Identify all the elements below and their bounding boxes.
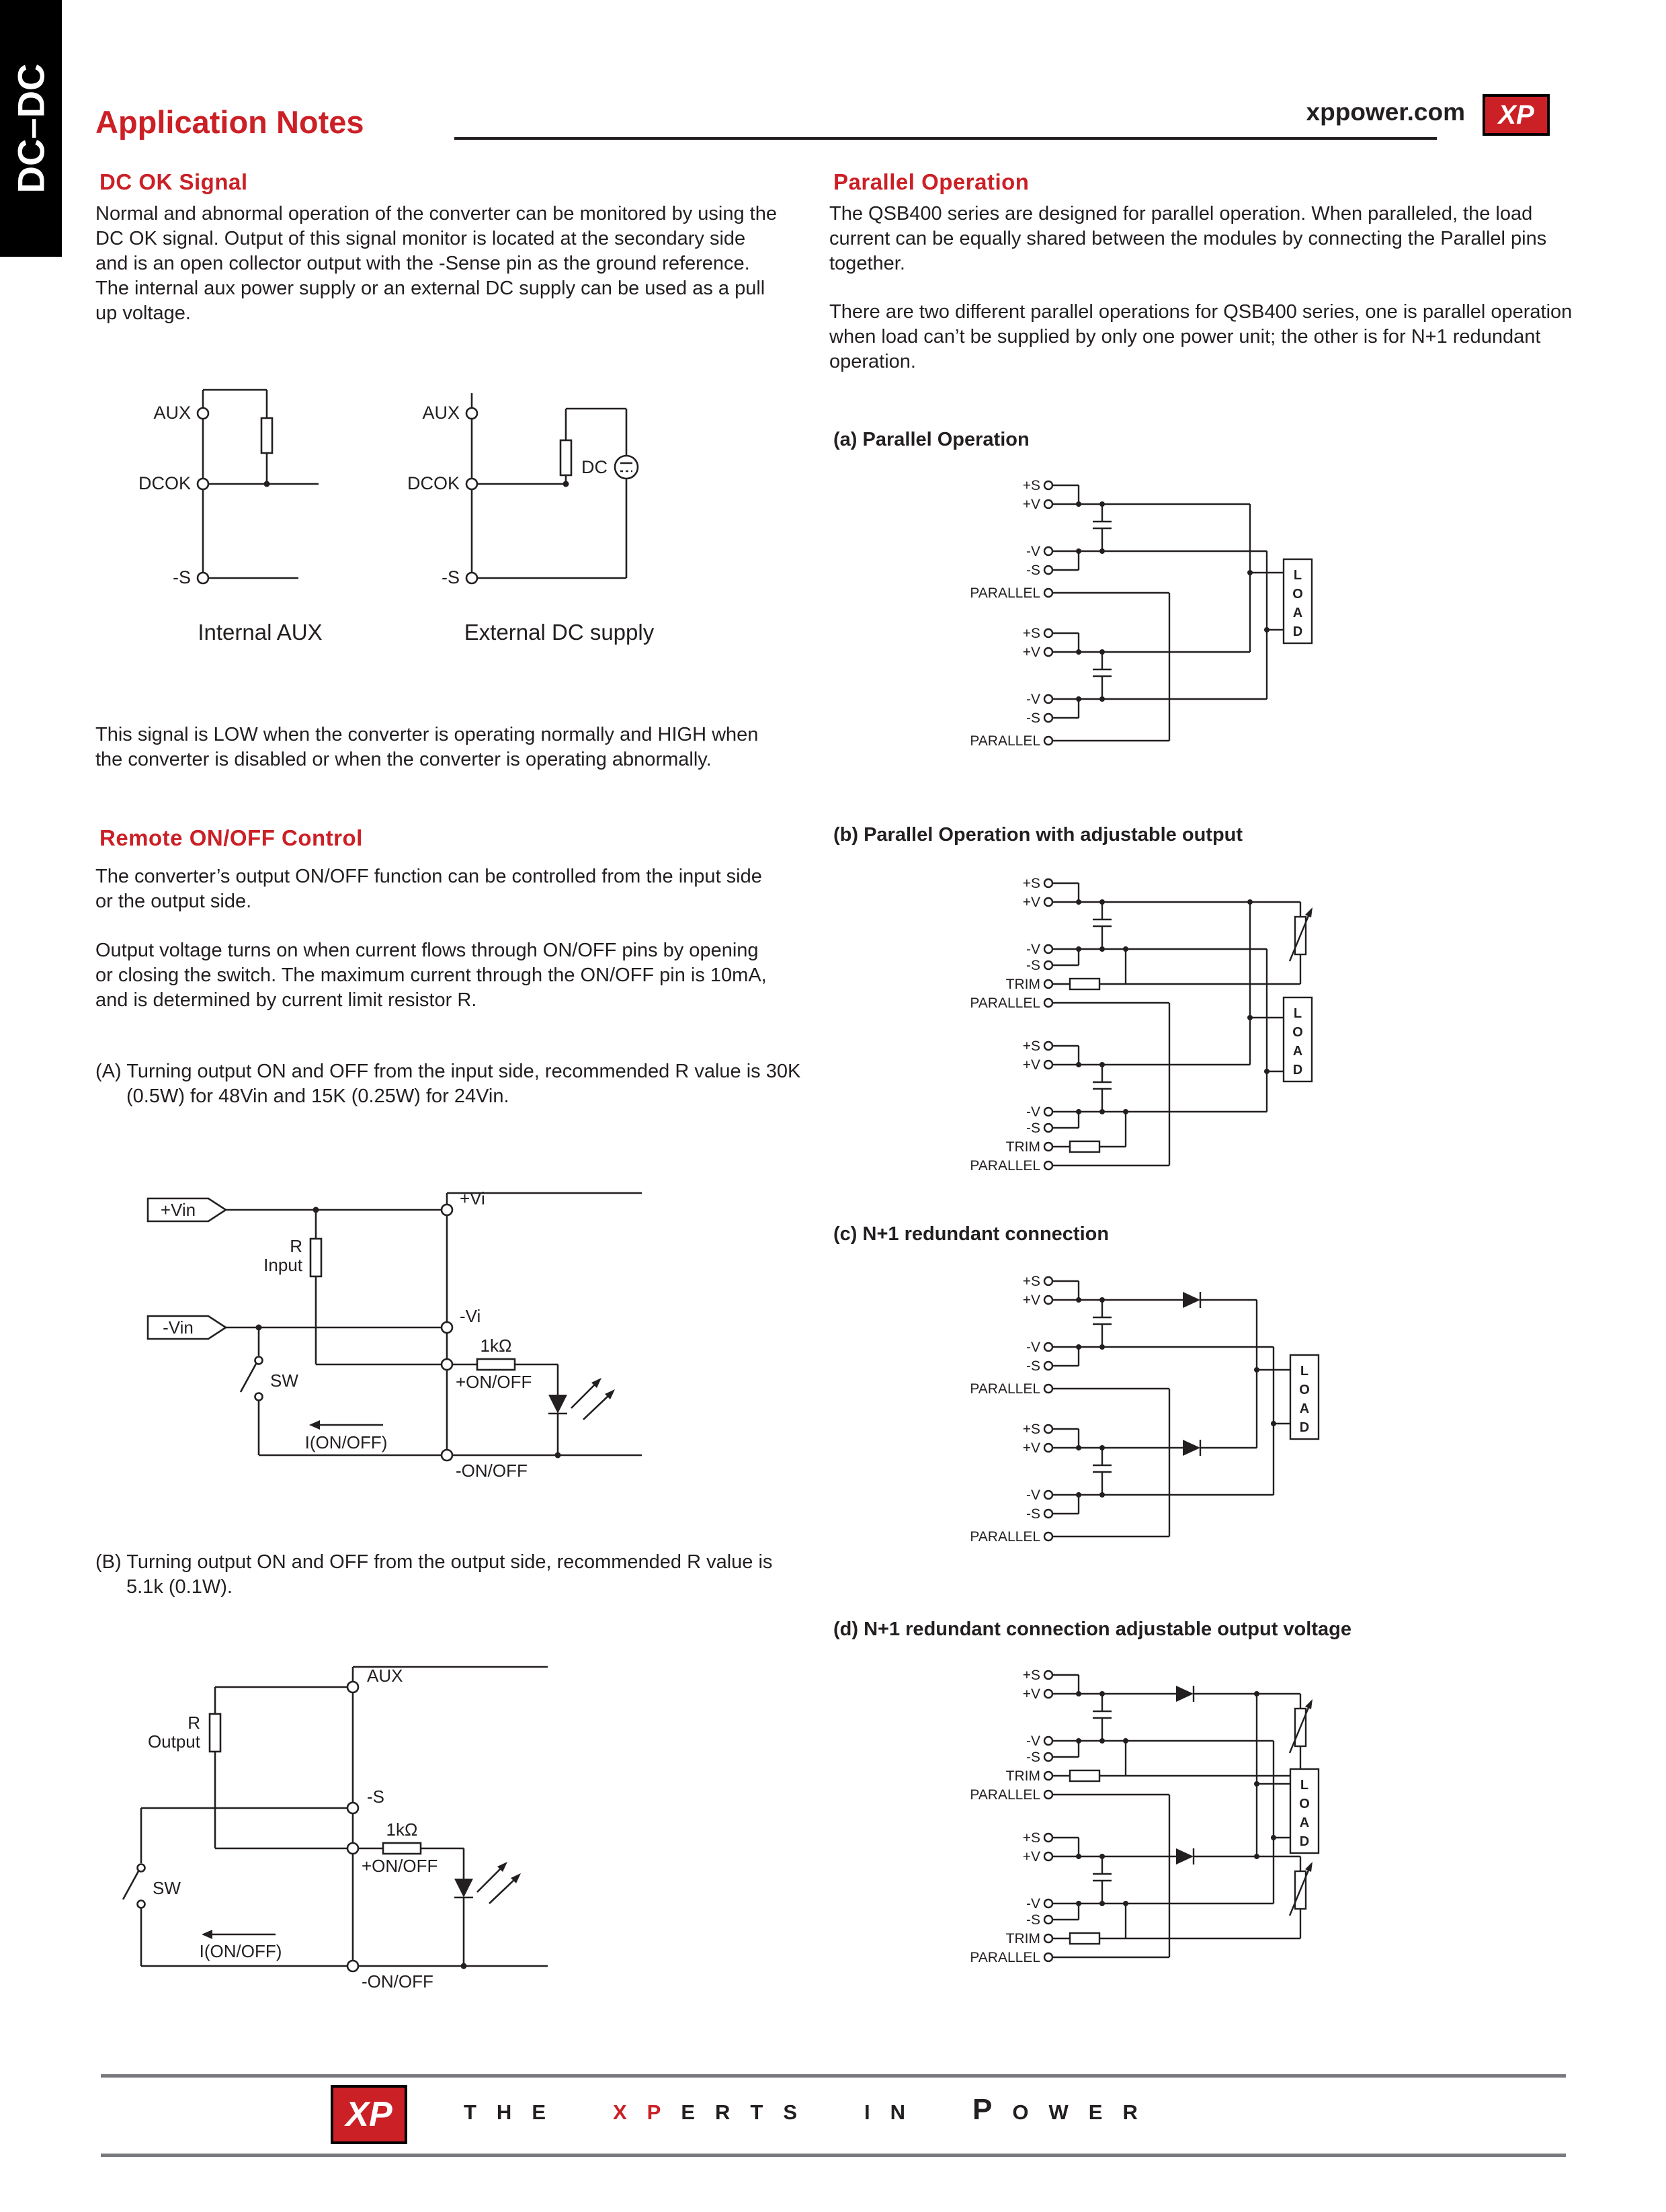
junction-dot (1076, 1344, 1081, 1350)
opto-arrow-lines (571, 1383, 610, 1420)
load-letter: A (1299, 1815, 1310, 1830)
load-letter: D (1292, 1063, 1303, 1077)
dcok-terminal (198, 479, 208, 489)
parallel-para2: There are two different parallel operations for QSB400 series, one is parallel operation when load can’t be supplied by only one power unit; the other is for N+1 redundant operation. (829, 301, 1573, 372)
s-plus-terminal (1044, 879, 1052, 887)
s-minus-terminal (1044, 1124, 1052, 1132)
module-internal-circuit (442, 1188, 642, 1481)
junction-dot (1099, 899, 1105, 905)
s-minus-terminal (1044, 566, 1052, 574)
parallel-terminal (1044, 1532, 1052, 1541)
junction-dot (1076, 899, 1081, 905)
s-plus-terminal (1044, 1277, 1052, 1285)
s-plus-terminal (1044, 1671, 1052, 1679)
header-rule (454, 137, 1437, 140)
junction-dot (1271, 1421, 1276, 1426)
junction-dot (1076, 501, 1081, 507)
switch-label: SW (153, 1878, 181, 1898)
onoff-minus-terminal (442, 1450, 452, 1461)
buses-and-load (1169, 902, 1312, 1165)
s-minus-label: -S (1026, 710, 1040, 726)
pullup-resistor (261, 418, 272, 453)
s-minus-label: -S (1026, 1506, 1040, 1522)
dcok-label: DCOK (407, 473, 460, 493)
junction-dot (1123, 1901, 1128, 1906)
dc-ok-diagram (95, 376, 774, 672)
sense-terminal (198, 573, 208, 583)
v-minus-label: -V (1026, 1104, 1040, 1120)
internal-aux-circuit (138, 390, 323, 645)
xp-logo (1483, 94, 1550, 136)
junction-dot (1264, 1069, 1269, 1074)
remote-para1: The converter’s output ON/OFF function can be controlled from the input side or the output side. (95, 866, 762, 912)
parallel-terminal (1044, 999, 1052, 1007)
switch-label: SW (270, 1370, 298, 1391)
parallel-terminal (1044, 1385, 1052, 1393)
onoff-plus-terminal (442, 1359, 452, 1370)
v-plus-terminal (1044, 500, 1052, 508)
load-letter: O (1299, 1797, 1310, 1811)
v-plus-terminal (1044, 648, 1052, 656)
junction-dot (1076, 1297, 1081, 1303)
remote-onoff-heading: Remote ON/OFF Control (99, 825, 363, 850)
output-side-onoff-diagram (47, 1647, 585, 2010)
s-plus-label: +S (1022, 1830, 1040, 1846)
load-letter: L (1293, 1006, 1302, 1021)
junction-dot (1099, 1062, 1105, 1067)
1k-label: 1kΩ (480, 1336, 512, 1356)
v-plus-terminal (1044, 1852, 1052, 1860)
trim-resistor (1070, 1141, 1099, 1152)
dc-source-symbol (615, 456, 638, 479)
dc-dc-sidebar-tab (0, 0, 62, 257)
tagline-power (972, 2093, 1158, 2127)
onoff-plus-label: +ON/OFF (456, 1372, 532, 1392)
load-letter: L (1300, 1364, 1309, 1379)
v-plus-terminal (1044, 1296, 1052, 1304)
v-minus-terminal (1044, 1343, 1052, 1351)
s-plus-label: +S (1022, 1274, 1040, 1289)
s-plus-terminal (1044, 1834, 1052, 1842)
led-diode (548, 1395, 567, 1414)
junction-dot (1264, 627, 1269, 632)
buses-and-load (1169, 504, 1312, 741)
aux-terminal (466, 408, 477, 419)
v-minus-terminal (1044, 945, 1052, 953)
load-letter: D (1299, 1420, 1310, 1435)
v-minus-terminal (1044, 547, 1052, 555)
switch-lever (241, 1364, 256, 1392)
parallel-heading: Parallel Operation (833, 169, 1030, 194)
load-letter: A (1292, 606, 1303, 620)
junction-dot (1099, 1492, 1105, 1498)
parallel-label: PARALLEL (970, 1529, 1040, 1545)
trim-label: TRIM (1005, 1139, 1040, 1155)
buses-and-load (1169, 1300, 1319, 1537)
s-plus-label: +S (1022, 1668, 1040, 1683)
vi-minus-terminal (442, 1322, 452, 1333)
xp-logo-text: XP (1498, 99, 1534, 130)
vin-plus-label: +Vin (160, 1200, 196, 1220)
parallel-label: PARALLEL (970, 1158, 1040, 1174)
module-1 (970, 478, 1267, 601)
v-minus-terminal (1044, 1899, 1052, 1908)
junction-dot (1076, 1691, 1081, 1696)
s-plus-label: +S (1022, 626, 1040, 641)
parallel-label: PARALLEL (970, 733, 1040, 749)
load-letter: D (1299, 1834, 1310, 1849)
load-letter: O (1292, 587, 1303, 602)
v-plus-terminal (1044, 898, 1052, 906)
wires (1169, 1300, 1290, 1537)
module-internal-circuit (347, 1666, 548, 1992)
s-minus-terminal (1044, 1362, 1052, 1370)
opto-arrow-lines (477, 1867, 515, 1903)
s-minus-terminal (1044, 1916, 1052, 1924)
trim-label: TRIM (1005, 1768, 1040, 1784)
trim-resistor (1070, 1933, 1099, 1944)
junction-dot (1099, 946, 1105, 952)
v-plus-label: +V (1022, 1057, 1040, 1073)
module-1 (970, 1274, 1274, 1397)
switch-lever (123, 1871, 138, 1899)
load-letter: O (1299, 1383, 1310, 1397)
footer-tagline (464, 2093, 1158, 2127)
parallel-label: PARALLEL (970, 1381, 1040, 1397)
s-plus-terminal (1044, 629, 1052, 637)
junction-dot (1099, 1738, 1105, 1744)
module-2 (970, 626, 1267, 749)
sense-terminal (466, 573, 477, 583)
site-link[interactable]: xppower.com (1306, 98, 1465, 126)
s-minus-label: -S (1026, 563, 1040, 578)
junction-dot (563, 481, 569, 487)
internal-aux-caption: Internal AUX (198, 620, 323, 645)
resistor-label: R (188, 1713, 200, 1733)
junction-dot (1099, 696, 1105, 702)
dc-ok-para2: This signal is LOW when the converter is operating normally and HIGH when the converter is disabled or when the converter is operating abnormally. (95, 724, 759, 770)
junction-dot (1076, 548, 1081, 554)
junction-dot (1271, 1835, 1276, 1840)
oring-diode (1176, 1848, 1194, 1865)
sidebar-label: DC–DC (9, 63, 52, 194)
oring-diode (1183, 1292, 1200, 1308)
onoff-minus-terminal (347, 1961, 358, 1971)
junction-dot (1099, 548, 1105, 554)
trim-terminal (1044, 1143, 1052, 1151)
junction-dot (1099, 501, 1105, 507)
s-plus-terminal (1044, 1042, 1052, 1050)
sense-label: -S (442, 567, 460, 587)
junction-dot (1076, 1492, 1081, 1498)
junction-dot (1076, 1854, 1081, 1859)
junction-dot (1254, 1367, 1259, 1373)
tagline-ower: OWER (1012, 2100, 1158, 2124)
wires (226, 1210, 442, 1455)
load-letter: A (1292, 1044, 1303, 1059)
s-minus-terminal (1044, 1753, 1052, 1761)
sense-label: -S (367, 1787, 384, 1807)
trim-resistor (1070, 1770, 1099, 1781)
junction-dot (1076, 649, 1081, 655)
switch-contact (255, 1393, 263, 1401)
junction-dot (256, 1325, 262, 1331)
v-plus-label: +V (1022, 1293, 1040, 1308)
onoff-current-label: I(ON/OFF) (304, 1432, 388, 1452)
wires (1169, 504, 1284, 741)
tagline-p-big: P (972, 2093, 1013, 2126)
v-minus-terminal (1044, 695, 1052, 703)
parallel-terminal (1044, 1791, 1052, 1799)
onoff-minus-label: -ON/OFF (362, 1971, 433, 1992)
external-dc-circuit (407, 393, 655, 645)
wires (1052, 633, 1267, 741)
dcok-terminal (466, 479, 477, 489)
remote-para-b: (B) Turning output ON and OFF from the output side, recommended R value is 5.1k (0.1W). (95, 1551, 773, 1598)
tagline-in: IN (864, 2100, 926, 2124)
load-letter: O (1292, 1025, 1303, 1040)
pot-arrow-head (1305, 1862, 1313, 1872)
s-plus-label: +S (1022, 1422, 1040, 1437)
vi-minus-label: -Vi (460, 1306, 481, 1326)
xp-footer-logo-text: XP (345, 2095, 392, 2134)
footer-rule-top (101, 2074, 1566, 2078)
current-arrow-head (202, 1930, 212, 1939)
external-input-circuit (148, 1198, 442, 1455)
onoff-plus-terminal (347, 1843, 358, 1854)
dc-ok-para1: Normal and abnormal operation of the converter can be monitored by using the DC OK signal. Output of this signal monitor is located at the secondary side and is an open collector output with the -Sense pin as the ground reference. The internal aux power supply or an external DC supply can be used as a pull up voltage. (95, 203, 777, 324)
load-letter: L (1293, 568, 1302, 583)
limit-resistor (210, 1714, 220, 1752)
s-plus-label: +S (1022, 1038, 1040, 1054)
load-letter: D (1292, 624, 1303, 639)
tagline-erts: ERTS (681, 2100, 818, 2124)
v-minus-label: -V (1026, 544, 1040, 559)
pullup-resistor (560, 440, 571, 475)
v-plus-label: +V (1022, 1849, 1040, 1865)
vi-plus-label: +Vi (460, 1188, 485, 1209)
parallel-terminal (1044, 1953, 1052, 1961)
junction-dot (1099, 1297, 1105, 1303)
pot-arrow-head (1305, 907, 1313, 917)
v-plus-label: +V (1022, 645, 1040, 660)
1k-resistor (477, 1359, 515, 1370)
s-minus-terminal (1044, 1510, 1052, 1518)
s-plus-terminal (1044, 481, 1052, 489)
aux-terminal (198, 408, 208, 419)
1k-resistor (383, 1843, 421, 1854)
caption-c: (c) N+1 redundant connection (833, 1223, 1110, 1245)
sense-label: -S (173, 567, 191, 587)
junction-dot (1099, 1691, 1105, 1696)
wires (472, 393, 626, 578)
s-minus-label: -S (1026, 1912, 1040, 1928)
v-minus-terminal (1044, 1737, 1052, 1745)
junction-dot (1254, 1781, 1259, 1787)
dc-label: DC (581, 457, 608, 477)
junction-dot (1076, 1062, 1081, 1067)
external-output-circuit (123, 1687, 348, 1966)
s-minus-label: -S (1026, 1120, 1040, 1136)
wires (1052, 1281, 1274, 1389)
aux-label: AUX (153, 403, 191, 423)
v-plus-label: +V (1022, 497, 1040, 512)
v-minus-terminal (1044, 1108, 1052, 1116)
pot-arrow-head (1305, 1699, 1313, 1709)
junction-dot (1099, 1445, 1105, 1450)
footer-rule-bottom (101, 2154, 1566, 2157)
parallel-label: PARALLEL (970, 585, 1040, 601)
junction-dot (1076, 1445, 1081, 1450)
tagline-xperts (613, 2100, 817, 2125)
current-arrow-head (309, 1420, 320, 1430)
parallel-terminal (1044, 1161, 1052, 1170)
n1-redundant-diagram (961, 1261, 1337, 1570)
junction-dot (555, 1452, 561, 1459)
parallel-terminal (1044, 589, 1052, 597)
vi-plus-terminal (442, 1204, 452, 1215)
parallel-para1: The QSB400 series are designed for parallel operation. When paralleled, the load current can be equally shared between the modules by connecting the Parallel pins together. (829, 203, 1547, 274)
resistor-sublabel: Input (263, 1255, 302, 1275)
resistor-label: R (290, 1236, 302, 1256)
s-plus-label: +S (1022, 876, 1040, 891)
dc-ok-heading: DC OK Signal (99, 169, 248, 194)
resistor-sublabel: Output (147, 1731, 200, 1752)
vin-minus-label: -Vin (163, 1317, 194, 1338)
xp-footer-logo (331, 2085, 407, 2144)
junction-dot (1076, 696, 1081, 702)
junction-dot (1099, 649, 1105, 655)
onoff-plus-label: +ON/OFF (362, 1856, 438, 1876)
junction-dot (461, 1963, 467, 1969)
module-2 (970, 1830, 1313, 1965)
aux-terminal (347, 1682, 358, 1692)
parallel-label: PARALLEL (970, 1950, 1040, 1965)
switch-contact (255, 1357, 263, 1364)
parallel-label: PARALLEL (970, 1787, 1040, 1803)
s-minus-label: -S (1026, 958, 1040, 973)
parallel-operation-diagram (961, 465, 1324, 768)
trim-label: TRIM (1005, 1931, 1040, 1947)
parallel-terminal (1044, 737, 1052, 745)
page-title: Application Notes (95, 104, 364, 140)
wires (141, 1687, 348, 1966)
parallel-adjustable-diagram (961, 863, 1324, 1206)
onoff-minus-label: -ON/OFF (456, 1461, 528, 1481)
sense-terminal (347, 1803, 358, 1813)
wires (1169, 902, 1284, 1165)
tagline-the: THE (464, 2100, 566, 2124)
wires (1052, 485, 1267, 593)
junction-dot (1123, 1109, 1128, 1114)
s-plus-terminal (1044, 1425, 1052, 1433)
v-plus-terminal (1044, 1061, 1052, 1069)
v-plus-terminal (1044, 1690, 1052, 1698)
trim-label: TRIM (1005, 977, 1040, 992)
led-diode (454, 1879, 473, 1897)
s-minus-terminal (1044, 961, 1052, 969)
caption-a: (a) Parallel Operation (833, 429, 1030, 450)
caption-b: (b) Parallel Operation with adjustable output (833, 824, 1243, 846)
junction-dot (1247, 1015, 1253, 1020)
caption-d: (d) N+1 redundant connection adjustable output voltage (833, 1619, 1351, 1640)
tagline-xp-red: XP (613, 2100, 681, 2124)
junction-dot (1123, 1738, 1128, 1744)
junction-dot (313, 1207, 319, 1213)
v-minus-label: -V (1026, 1896, 1040, 1912)
switch-contact (138, 1865, 145, 1872)
trim-resistor (1070, 979, 1099, 989)
v-plus-label: +V (1022, 1686, 1040, 1702)
onoff-current-label: I(ON/OFF) (199, 1941, 282, 1961)
n1-redundant-adjustable-diagram (961, 1655, 1337, 2018)
remote-para2: Output voltage turns on when current flows through ON/OFF pins by opening or closing the switch. The maximum current through the ON/OFF pin is 10mA, and is determined by current limit resistor R. (95, 940, 767, 1011)
junction-dot (264, 481, 270, 487)
trim-terminal (1044, 1772, 1052, 1780)
junction-dot (1247, 570, 1253, 575)
junction-dot (1099, 1109, 1105, 1114)
v-minus-terminal (1044, 1491, 1052, 1499)
switch-contact (138, 1901, 145, 1908)
wires (1169, 1694, 1290, 1957)
s-plus-label: +S (1022, 478, 1040, 493)
module-2 (970, 1038, 1267, 1174)
v-minus-label: -V (1026, 1340, 1040, 1355)
v-minus-label: -V (1026, 1733, 1040, 1749)
dcok-label: DCOK (138, 473, 191, 493)
external-dc-caption: External DC supply (464, 620, 655, 645)
remote-para-a: (A) Turning output ON and OFF from the input side, recommended R value is 30K (0.5W) for 48Vin and 15K (0.25W) for 24Vin. (95, 1061, 801, 1107)
junction-dot (1076, 1901, 1081, 1906)
junction-dot (1076, 1738, 1081, 1744)
v-plus-terminal (1044, 1444, 1052, 1452)
v-plus-label: +V (1022, 1440, 1040, 1456)
v-plus-label: +V (1022, 895, 1040, 910)
oring-diode (1183, 1440, 1200, 1456)
v-minus-label: -V (1026, 692, 1040, 707)
trim-terminal (1044, 1934, 1052, 1942)
s-minus-label: -S (1026, 1358, 1040, 1374)
junction-dot (1099, 1854, 1105, 1859)
v-minus-label: -V (1026, 1487, 1040, 1503)
junction-dot (1123, 946, 1128, 952)
junction-dot (1076, 946, 1081, 952)
oring-diode (1176, 1686, 1194, 1702)
parallel-label: PARALLEL (970, 995, 1040, 1011)
wires (1052, 1429, 1274, 1537)
junction-dot (1076, 1109, 1081, 1114)
trim-terminal (1044, 980, 1052, 988)
wires (353, 1667, 548, 1966)
junction-dot (1099, 1344, 1105, 1350)
module-1 (970, 1668, 1313, 1803)
s-minus-terminal (1044, 714, 1052, 722)
s-minus-label: -S (1026, 1750, 1040, 1765)
aux-label: AUX (422, 403, 460, 423)
1k-label: 1kΩ (386, 1819, 418, 1840)
limit-resistor (310, 1239, 321, 1276)
load-letter: A (1299, 1401, 1310, 1416)
module-2 (970, 1422, 1274, 1545)
v-minus-label: -V (1026, 942, 1040, 957)
junction-dot (1099, 1901, 1105, 1906)
input-side-onoff-diagram (141, 1173, 679, 1496)
aux-label: AUX (367, 1666, 403, 1686)
module-1 (970, 876, 1313, 1011)
load-letter: L (1300, 1778, 1309, 1793)
